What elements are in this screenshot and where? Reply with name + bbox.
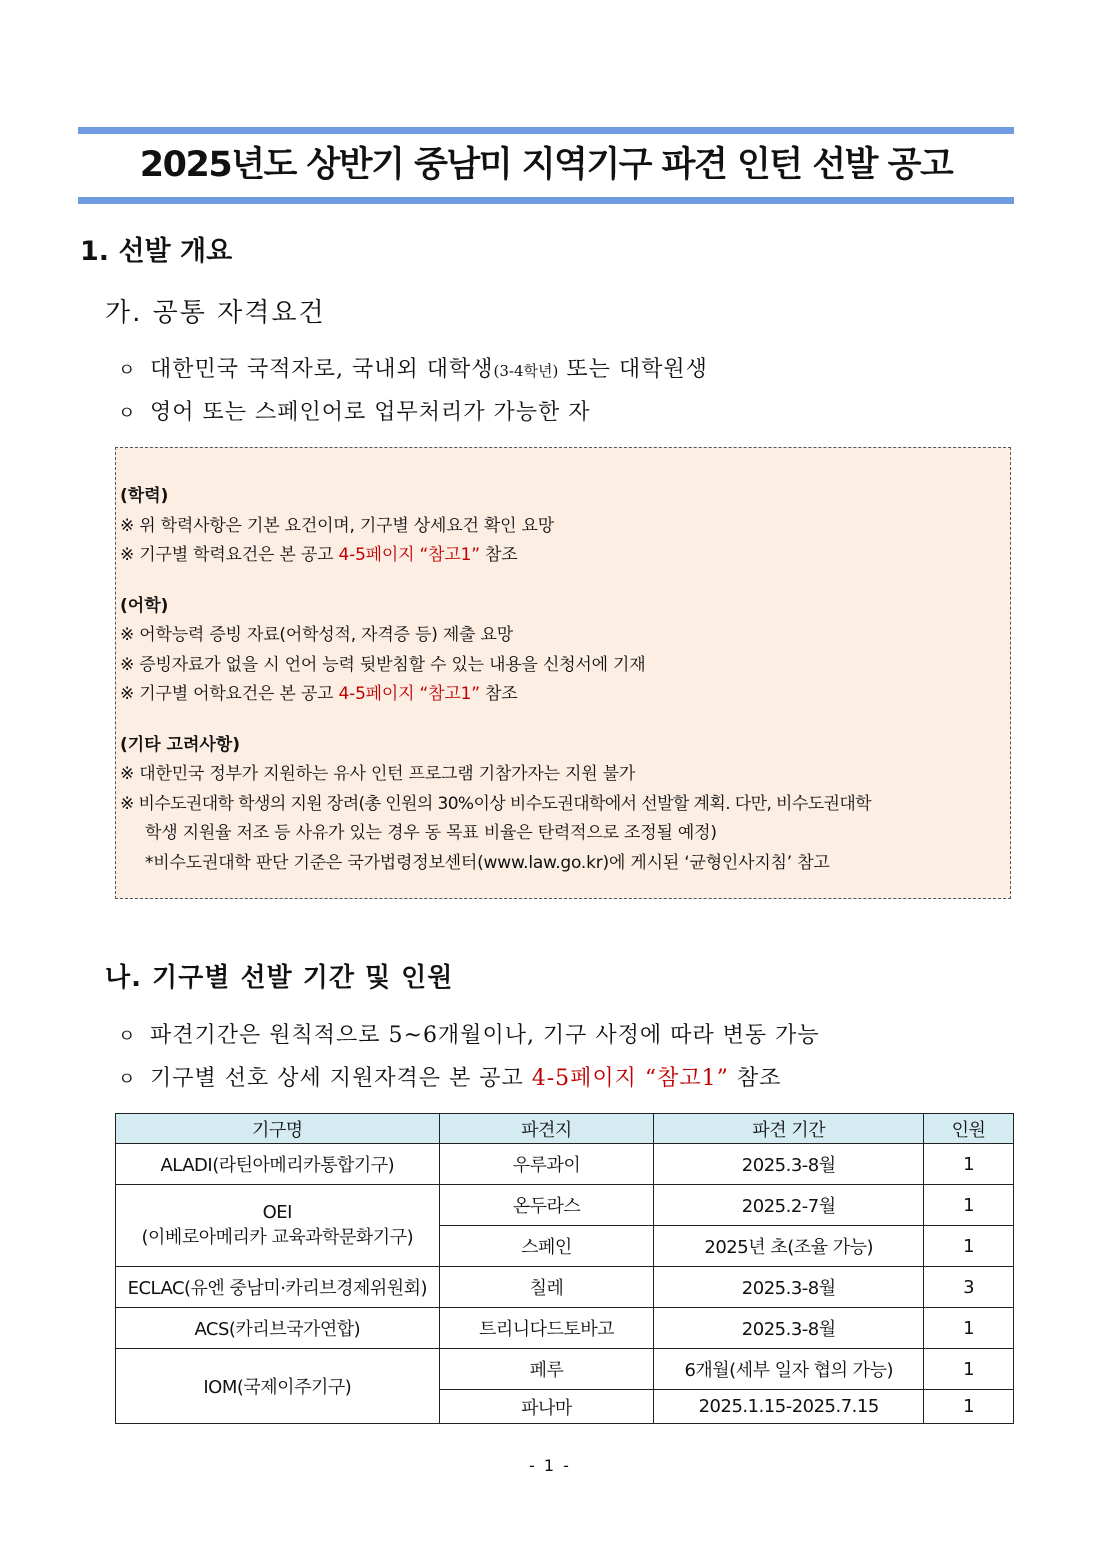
period-cell: 2025.3-8월 [654,1267,924,1308]
period-cell: 2025년 초(조율 가능) [654,1226,924,1267]
place-cell: 스페인 [439,1226,654,1267]
place-cell: 우루과이 [439,1144,654,1185]
table-header-row [116,1114,1014,1144]
count-cell: 1 [924,1308,1014,1349]
note-other-1: ※ 대한민국 정부가 지원하는 유사 인턴 프로그램 기참가자는 지원 불가 [120,764,636,784]
place-cell: 파나마 [439,1390,654,1424]
header-period: 파견 기간 [654,1114,924,1144]
place-cell: 칠레 [439,1267,654,1308]
period-cell: 6개월(세부 일자 협의 가능) [654,1349,924,1390]
note-language-1: ※ 어학능력 증빙 자료(어학성적, 자격증 등) 제출 요망 [120,625,513,645]
table-row [116,1144,1014,1185]
dispatch-period-note: ㅇ 파견기간은 원칙적으로 5~6개월이나, 기구 사정에 따라 변동 가능 [118,1020,820,1053]
count-cell: 1 [924,1144,1014,1185]
note-other-2-cont: 학생 지원율 저조 등 사유가 있는 경우 동 목표 비율은 탄력적으로 조정될 예정) [145,823,717,843]
note-other-2: ※ 비수도권대학 학생의 지원 장려(총 인원의 30%이상 비수도권대학에서 선발할 계획. 다만, 비수도권대학 [120,793,871,814]
header-place: 파견지 [439,1114,654,1144]
bullet-marker: ㅇ [118,1026,137,1047]
requirements-note-box [115,447,1011,899]
place-cell: 온두라스 [439,1185,654,1226]
page-title: 2025년도 상반기 중남미 지역기구 파견 인턴 선발 공고 [139,145,953,185]
period-cell: 2025.3-8월 [654,1144,924,1185]
note-language-heading: (어학) [120,595,169,616]
count-cell: 1 [924,1390,1014,1424]
bullet-marker: ㅇ [118,360,137,381]
header-count: 인원 [924,1114,1014,1144]
subsection-b-heading: 나. 기구별 선발 기간 및 인원 [105,963,454,993]
note-education-1: ※ 위 학력사항은 기본 요건이며, 기구별 상세요건 확인 요망 [120,515,554,536]
note-language-2: ※ 증빙자료가 없을 시 언어 능력 뒷받침할 수 있는 내용을 신청서에 기재 [120,654,646,675]
table-row [116,1185,1014,1226]
reference-highlight: 4-5페이지 “참고1” [531,1066,729,1091]
note-education-heading: (학력) [120,486,169,506]
org-cell: IOM(국제이주기구) [116,1349,440,1424]
title-rule-bottom [78,197,1014,204]
section-1-heading: 1. 선발 개요 [80,236,233,267]
period-cell: 2025.2-7월 [654,1185,924,1226]
place-cell: 트리니다드토바고 [439,1308,654,1349]
note-language-3: ※ 기구별 어학요건은 본 공고 4-5페이지 “참고1” 참조 [120,684,518,704]
org-cell: OEI (이베로아메리카 교육과학문화기구) [116,1185,440,1267]
note-other-heading: (기타 고려사항) [120,734,240,755]
header-org: 기구명 [116,1114,440,1144]
count-cell: 1 [924,1226,1014,1267]
reference-highlight: 4-5페이지 “참고1” [338,545,480,565]
note-other-3: *비수도권대학 판단 기준은 국가법령정보센터(www.law.go.kr)에 게시된 ‘균형인사지침’ 참고 [145,852,830,873]
requirement-language: ㅇ 영어 또는 스페인어로 업무처리가 가능한 자 [118,397,591,430]
count-cell: 1 [924,1185,1014,1226]
requirement-nationality: ㅇ 대한민국 국적자로, 국내외 대학생(3-4학년) 또는 대학원생 [118,354,708,387]
period-cell: 2025.3-8월 [654,1308,924,1349]
org-cell: ALADI(라틴아메리카통합기구) [116,1144,440,1185]
count-cell: 3 [924,1267,1014,1308]
place-cell: 페루 [439,1349,654,1390]
note-education-2: ※ 기구별 학력요건은 본 공고 4-5페이지 “참고1” 참조 [120,545,518,565]
period-cell: 2025.1.15-2025.7.15 [654,1390,924,1424]
subsection-a-heading: 가. 공통 자격요건 [105,298,326,328]
org-cell: ECLAC(유엔 중남미·카리브경제위원회) [116,1267,440,1308]
count-cell: 1 [924,1349,1014,1390]
table-row [116,1349,1014,1390]
table-row [116,1308,1014,1349]
bullet-marker: ㅇ [118,403,137,424]
page-number: - 1 - [529,1456,571,1475]
table-row [116,1267,1014,1308]
detail-qualification-note: ㅇ 기구별 선호 상세 지원자격은 본 공고 4-5페이지 “참고1” 참조 [118,1063,781,1096]
org-cell: ACS(카리브국가연합) [116,1308,440,1349]
bullet-marker: ㅇ [118,1069,137,1090]
title-rule-top [78,127,1014,134]
organization-table [115,1113,1014,1424]
reference-highlight: 4-5페이지 “참고1” [338,684,480,704]
